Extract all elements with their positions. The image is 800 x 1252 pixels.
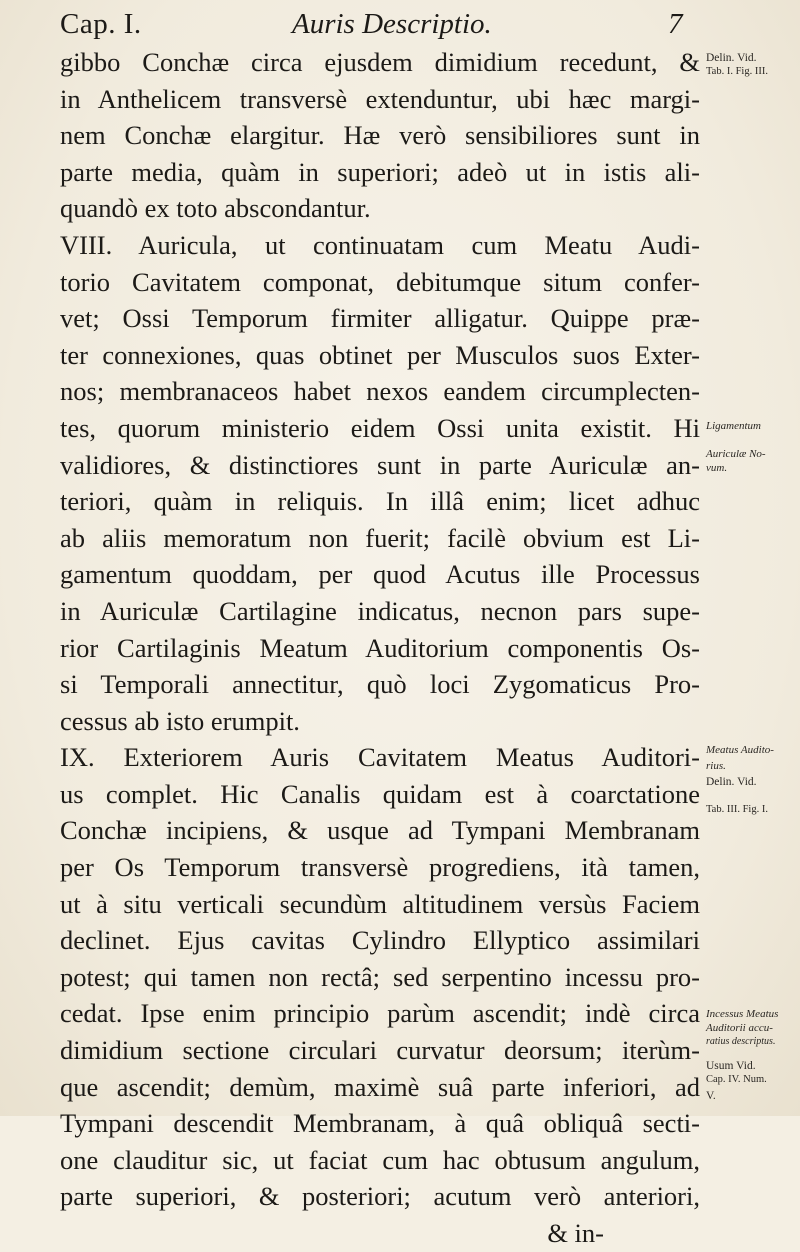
text-line: rior Cartilaginis Meatum Auditorium componentis Os-	[60, 632, 700, 663]
text-line: torio Cavitatem componat, debitumque situm confer-	[60, 266, 700, 297]
text-line: in Auriculæ Cartilagine indicatus, necnon pars supe-	[60, 595, 700, 626]
margin-note: Auriculæ No-	[706, 448, 766, 460]
text-line: potest; qui tamen non rectâ; sed serpentino incessu pro-	[60, 961, 700, 992]
page-number: 7	[668, 8, 683, 40]
running-title: Auris Descriptio.	[292, 8, 492, 40]
text-line: vet; Ossi Temporum firmiter alligatur. Quippe præ-	[60, 303, 700, 334]
margin-note: rius.	[706, 760, 726, 772]
margin-note: V.	[706, 1090, 716, 1102]
margin-note: Delin. Vid.	[706, 776, 757, 788]
text-line: tes, quorum ministerio eidem Ossi unita existit. Hi	[60, 412, 700, 443]
text-line: in Anthelicem transversè extenduntur, ubi hæc margi-	[60, 83, 700, 114]
margin-note: Auditorii accu-	[706, 1022, 773, 1034]
text-line: one clauditur sic, ut faciat cum hac obtusum angulum,	[60, 1144, 700, 1175]
text-line: cessus ab isto erumpit.	[60, 705, 300, 736]
margin-note: Incessus Meatus	[706, 1008, 779, 1020]
text-line: us complet. Hic Canalis quidam est à coarctatione	[60, 778, 700, 809]
text-line: si Temporali annectitur, quò loci Zygomaticus Pro-	[60, 669, 700, 700]
margin-note: Cap. IV. Num.	[706, 1074, 767, 1085]
text-line: ter connexiones, quas obtinet per Musculos suos Exter-	[60, 339, 700, 370]
section-ix-start: IX. Exteriorem Auris Cavitatem Meatus Auditori-	[60, 742, 700, 773]
running-header	[60, 6, 700, 46]
margin-note: vum.	[706, 462, 728, 474]
margin-note: Usum Vid.	[706, 1060, 756, 1072]
text-line: parte superiori, & posteriori; acutum verò anteriori,	[60, 1181, 700, 1212]
chapter-label: Cap. I.	[60, 8, 142, 40]
text-line: nos; membranaceos habet nexos eandem circumplecten-	[60, 376, 700, 407]
margin-note: Delin. Vid.	[706, 52, 757, 64]
text-line: per Os Temporum transversè progrediens, ità tamen,	[60, 852, 700, 883]
text-line: quandò ex toto abscondantur.	[60, 193, 371, 224]
text-line: ab aliis memoratum non fuerit; facilè obvium est Li-	[60, 522, 700, 553]
text-line: gibbo Conchæ circa ejusdem dimidium recedunt, &	[60, 47, 700, 77]
text-line: ut à situ verticali secundùm altitudinem versùs Faciem	[60, 888, 700, 919]
text-line: teriori, quàm in reliquis. In illâ enim; licet adhuc	[60, 486, 700, 517]
margin-note: Tab. I. Fig. III.	[706, 66, 768, 77]
text-line: dimidium sectione circulari curvatur deorsum; iterùm-	[60, 1035, 700, 1066]
section-viii-start: VIII. Auricula, ut continuatam cum Meatu Audi-	[60, 229, 700, 260]
text-line: que ascendit; demùm, maximè suâ parte inferiori, ad	[60, 1071, 700, 1102]
text-line: gamentum quoddam, per quod Acutus ille Processus	[60, 559, 700, 590]
text-line: cedat. Ipse enim principio parùm ascendit; indè circa	[60, 998, 700, 1029]
text-line: Conchæ incipiens, & usque ad Tympani Membranam	[60, 815, 700, 846]
text-line: parte media, quàm in superiori; adeò ut in istis ali-	[60, 156, 700, 187]
main-text-block	[60, 44, 700, 1252]
text-line: nem Conchæ elargitur. Hæ verò sensibiliores sunt in	[60, 120, 700, 151]
text-line: validiores, & distinctiores sunt in parte Auriculæ an-	[60, 449, 700, 480]
margin-note: Tab. III. Fig. I.	[706, 804, 768, 815]
margin-note: ratius descriptus.	[706, 1036, 776, 1047]
margin-note: Ligamentum	[706, 420, 761, 432]
text-line: declinet. Ejus cavitas Cylindro Ellyptico assimilari	[60, 925, 700, 956]
text-line: Tympani descendit Membranam, à quâ obliquâ secti-	[60, 1108, 700, 1139]
catchword-line: & in-	[547, 1218, 604, 1248]
margin-note: Meatus Audito-	[706, 744, 774, 756]
